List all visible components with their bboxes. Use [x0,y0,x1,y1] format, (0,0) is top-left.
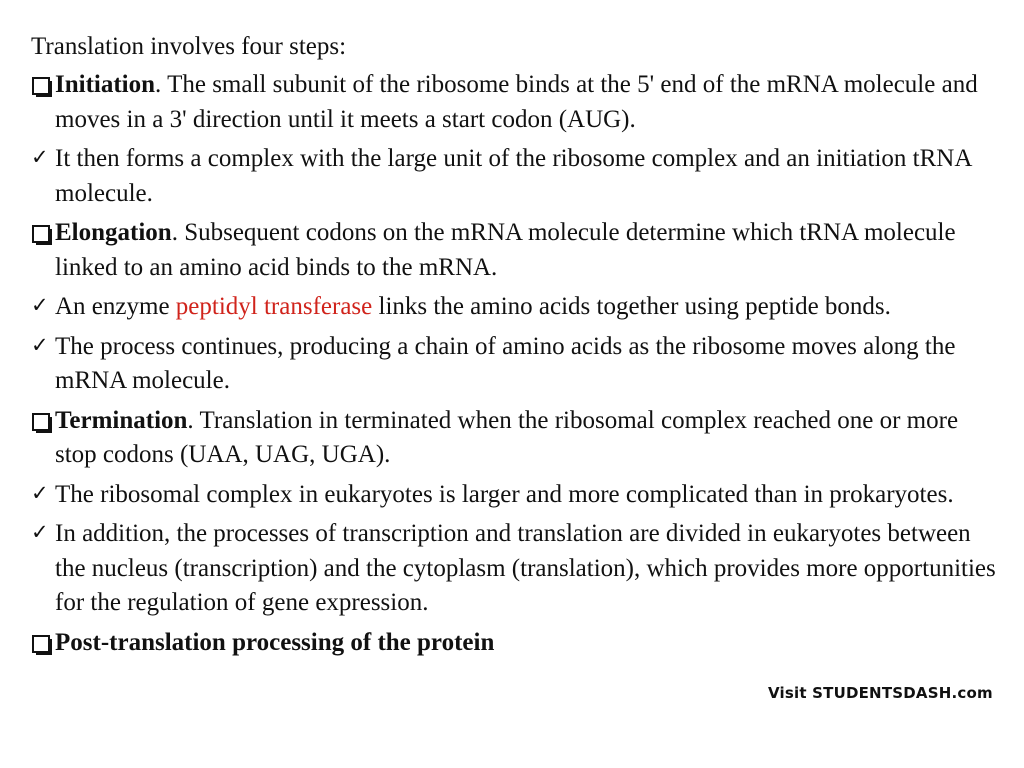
list-item [30,517,1005,621]
list-item-termination [30,404,1005,473]
checkmark-icon: ✓ [31,520,49,544]
list-item [30,478,1005,513]
square-bullet-icon [30,68,54,102]
item-text: The process continues, producing a chain of amino acids as the ribosome moves along the mRNA molecule. [55,332,956,394]
list-item-post-translation [30,626,1005,661]
square-bullet-icon [30,216,54,250]
watermark-text: Visit STUDENTSDASH.com [768,684,993,702]
item-text-after: links the amino acids together using peptide bonds. [372,293,891,320]
checkmark-icon: ✓ [31,332,49,357]
list-item-elongation [30,216,1005,285]
term-termination: Termination [55,406,188,434]
item-text: . The small subunit of the ribosome binds at the 5' end of the mRNA molecule and moves in a 3' direction until it meets a start codon (AUG). [55,71,978,133]
term-initiation: Initiation [55,71,156,98]
list-item [30,142,1005,211]
checkmark-icon: ✓ [31,480,49,505]
item-text: . Translation in terminated when the ribosomal complex reached one or more stop codons (UAA, UAG, UGA). [55,406,959,468]
bullet-list [30,68,1005,665]
square-bullet-icon [30,404,54,438]
item-text: The ribosomal complex in eukaryotes is larger and more complicated than in prokaryotes. [55,480,954,508]
item-text: It then forms a complex with the large unit of the ribosome complex and an initiation tRNA molecule. [55,145,972,207]
checkmark-icon: ✓ [31,145,49,169]
checkmark-icon: ✓ [31,293,49,317]
term-elongation: Elongation [55,219,172,246]
square-bullet-icon [30,626,54,660]
term-post-translation: Post-translation processing of the protein [55,628,495,656]
list-item [30,330,1005,399]
highlight-enzyme: peptidyl transferase [175,293,373,320]
item-text: . Subsequent codons on the mRNA molecule determine which tRNA molecule linked to an amino acid binds to the mRNA. [55,219,956,281]
item-text: In addition, the processes of transcription and translation are divided in eukaryotes between the nucleus (transcription) and the cytoplasm (translation), which provides more opportunities for the regulation of gene expression. [55,520,996,616]
item-text-before: An enzyme [55,293,176,320]
list-item [30,290,1005,325]
list-item-initiation [30,68,1005,137]
intro-heading: Translation involves four steps: [31,33,347,60]
